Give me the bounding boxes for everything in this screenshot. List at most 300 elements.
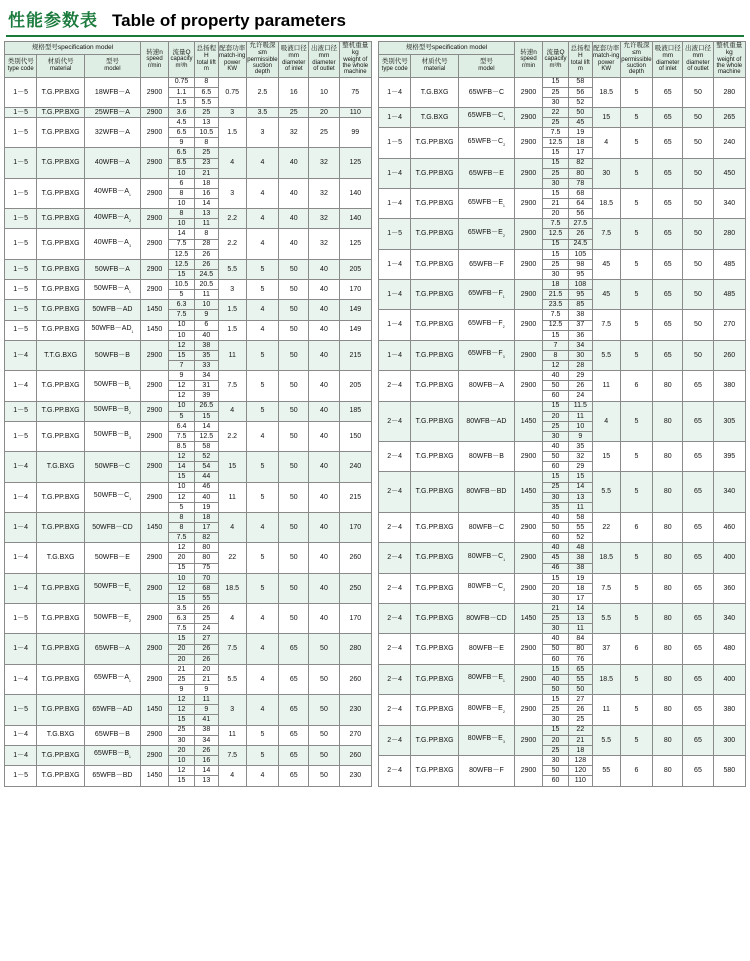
- cell-capacity: 30: [543, 755, 569, 765]
- cell-type-code: 2－4: [379, 543, 411, 573]
- cell-suction: 5: [620, 442, 652, 472]
- cell-type-code: 1－4: [379, 340, 411, 370]
- cell-power: 4: [592, 401, 620, 442]
- cell-total-lift: 34: [568, 340, 592, 350]
- cell-material: T.T.G.BXG: [37, 340, 84, 370]
- cell-weight: 280: [339, 634, 371, 664]
- cell-inlet: 50: [279, 259, 309, 279]
- cell-outlet: 40: [309, 401, 339, 421]
- cell-inlet: 80: [653, 573, 683, 603]
- table-row: [5, 209, 372, 219]
- cell-inlet: 40: [279, 209, 309, 229]
- cell-total-lift: 41: [194, 715, 218, 725]
- cell-outlet: 50: [683, 310, 713, 340]
- cell-model: $80WFB-E_{_2}$: [458, 695, 514, 725]
- cell-speed: 2900: [141, 745, 169, 765]
- cell-material: T.G.PP.BXG: [37, 745, 84, 765]
- cell-model: 40WFB－A: [84, 148, 140, 178]
- cell-suction: 2.5: [246, 77, 278, 107]
- table-row: [5, 178, 372, 188]
- cell-model: 50WFB－B: [84, 340, 140, 370]
- cell-material: T.G.PP.BXG: [411, 249, 458, 279]
- cell-capacity: 12: [169, 492, 195, 502]
- table-row: [379, 128, 746, 138]
- cell-outlet: 10: [309, 77, 339, 107]
- cell-weight: 170: [339, 280, 371, 300]
- cell-inlet: 80: [653, 725, 683, 755]
- parameter-table-left: [4, 41, 372, 787]
- cell-power: 7.5: [592, 573, 620, 603]
- cell-total-lift: 21: [194, 674, 218, 684]
- cell-type-code: 2－4: [379, 604, 411, 634]
- cell-type-code: 1－4: [5, 543, 37, 573]
- cell-outlet: 40: [309, 371, 339, 401]
- cell-type-code: 1－5: [5, 421, 37, 451]
- cell-material: T.G.PP.BXG: [37, 401, 84, 421]
- cell-outlet: 40: [309, 604, 339, 634]
- cell-capacity: 6.3: [169, 614, 195, 624]
- table-row: [379, 664, 746, 674]
- cell-inlet: 65: [653, 107, 683, 127]
- header-speed: [141, 42, 169, 78]
- cell-speed: 2900: [141, 178, 169, 208]
- cell-total-lift: 29: [568, 371, 592, 381]
- cell-material: T.G.PP.BXG: [37, 766, 84, 787]
- cell-type-code: 1－5: [5, 604, 37, 634]
- cell-material: T.G.PP.BXG: [37, 300, 84, 320]
- cell-capacity: 10: [169, 482, 195, 492]
- header-type-code: [5, 55, 37, 77]
- cell-outlet: 50: [309, 745, 339, 765]
- cell-outlet: 50: [683, 280, 713, 310]
- header-speed-en: speed r/min: [146, 56, 163, 69]
- cell-capacity: 23.5: [543, 300, 569, 310]
- table-row: [5, 340, 372, 350]
- header-speed-en: speed r/min: [520, 56, 537, 69]
- cell-total-lift: 110: [568, 776, 592, 787]
- cell-capacity: 15: [543, 330, 569, 340]
- cell-capacity: 15: [169, 269, 195, 279]
- cell-outlet: 40: [309, 452, 339, 482]
- cell-inlet: 80: [653, 664, 683, 694]
- cell-total-lift: 64: [568, 199, 592, 209]
- cell-total-lift: 68: [194, 583, 218, 593]
- cell-inlet: 65: [653, 77, 683, 107]
- table-row: [5, 664, 372, 674]
- cell-type-code: 1－5: [5, 209, 37, 229]
- cell-type-code: 1－4: [5, 371, 37, 401]
- cell-total-lift: 18: [568, 138, 592, 148]
- cell-capacity: 12.5: [543, 229, 569, 239]
- cell-capacity: 30: [543, 492, 569, 502]
- header-spec-group: 规格型号specification model: [379, 42, 515, 55]
- cell-capacity: 15: [543, 239, 569, 249]
- cell-total-lift: 13: [194, 776, 218, 787]
- cell-suction: 5: [620, 310, 652, 340]
- header-weight: [339, 42, 371, 78]
- cell-capacity: 25: [543, 482, 569, 492]
- cell-capacity: 20: [169, 644, 195, 654]
- cell-inlet: 32: [279, 118, 309, 148]
- cell-speed: 2900: [515, 755, 543, 786]
- cell-inlet: 50: [279, 482, 309, 512]
- cell-speed: 2900: [515, 371, 543, 401]
- cell-outlet: 65: [683, 472, 713, 513]
- cell-capacity: 10: [169, 573, 195, 583]
- cell-suction: 5: [620, 664, 652, 694]
- cell-inlet: 65: [653, 340, 683, 370]
- cell-total-lift: 9: [568, 431, 592, 441]
- cell-total-lift: 13: [194, 118, 218, 128]
- cell-model: 80WFB－A: [458, 371, 514, 401]
- cell-type-code: 2－4: [379, 725, 411, 755]
- cell-speed: 2900: [515, 219, 543, 249]
- cell-outlet: 50: [309, 766, 339, 787]
- table-row: [379, 280, 746, 290]
- cell-speed: 2900: [141, 77, 169, 107]
- cell-outlet: 50: [683, 77, 713, 107]
- cell-capacity: 6: [169, 178, 195, 188]
- cell-suction: 5: [620, 340, 652, 370]
- cell-suction: 4: [246, 664, 278, 694]
- cell-speed: 2900: [515, 543, 543, 573]
- cell-type-code: 2－4: [379, 371, 411, 401]
- cell-outlet: 40: [309, 543, 339, 573]
- cell-material: T.G.PP.BXG: [37, 482, 84, 512]
- table-row: [5, 148, 372, 158]
- cell-suction: 5: [620, 280, 652, 310]
- table-row: [379, 77, 746, 87]
- table-row: [5, 695, 372, 705]
- table-row: [379, 340, 746, 350]
- cell-capacity: 1.5: [169, 97, 195, 107]
- cell-power: 5.5: [592, 340, 620, 370]
- cell-capacity: 8.5: [169, 158, 195, 168]
- table-row: [379, 573, 746, 583]
- cell-speed: 2900: [515, 249, 543, 279]
- cell-total-lift: 120: [568, 766, 592, 776]
- cell-total-lift: 15: [568, 472, 592, 482]
- cell-total-lift: 11: [568, 502, 592, 512]
- cell-inlet: 65: [279, 745, 309, 765]
- cell-capacity: 25: [543, 705, 569, 715]
- cell-capacity: 30: [543, 431, 569, 441]
- cell-outlet: 65: [683, 695, 713, 725]
- cell-capacity: 6.5: [169, 148, 195, 158]
- cell-capacity: 7.5: [169, 533, 195, 543]
- cell-capacity: 10: [169, 755, 195, 765]
- cell-model: $80WFB-C_{_2}$: [458, 573, 514, 603]
- header-material-en: material: [49, 66, 72, 73]
- cell-type-code: 2－4: [379, 442, 411, 472]
- cell-power: 15: [592, 107, 620, 127]
- cell-model: $50WFB-A_{_1}$: [84, 280, 140, 300]
- cell-material: T.G.BXG: [411, 77, 458, 107]
- header-material-en: material: [423, 66, 446, 73]
- cell-capacity: 12.5: [543, 138, 569, 148]
- cell-power: 45: [592, 249, 620, 279]
- cell-power: 4: [218, 512, 246, 542]
- cell-capacity: 12: [169, 543, 195, 553]
- cell-speed: 1450: [515, 401, 543, 442]
- cell-total-lift: 10: [194, 300, 218, 310]
- cell-capacity: 0.75: [169, 77, 195, 87]
- cell-total-lift: 37: [568, 320, 592, 330]
- cell-model: 80WFB－CD: [458, 604, 514, 634]
- cell-speed: 2900: [141, 229, 169, 259]
- cell-material: T.G.PP.BXG: [411, 310, 458, 340]
- header-model-en: model: [104, 66, 121, 73]
- cell-inlet: 50: [279, 320, 309, 340]
- cell-capacity: 20: [169, 745, 195, 755]
- cell-outlet: 40: [309, 421, 339, 451]
- cell-power: 15: [218, 452, 246, 482]
- cell-weight: 380: [713, 695, 745, 725]
- cell-type-code: 1－4: [379, 188, 411, 218]
- cell-suction: 3.5: [246, 107, 278, 117]
- cell-material: T.G.PP.BXG: [411, 158, 458, 188]
- cell-outlet: 65: [683, 604, 713, 634]
- cell-inlet: 50: [279, 371, 309, 401]
- cell-weight: 280: [713, 77, 745, 107]
- cell-speed: 2900: [141, 482, 169, 512]
- cell-total-lift: 54: [194, 462, 218, 472]
- cell-inlet: 50: [279, 401, 309, 421]
- header-suction: [620, 42, 652, 78]
- cell-type-code: 1－4: [379, 310, 411, 340]
- cell-type-code: 2－4: [379, 695, 411, 725]
- table-row: [379, 107, 746, 117]
- cell-material: T.G.PP.BXG: [37, 107, 84, 117]
- cell-outlet: 65: [683, 371, 713, 401]
- table-row: [379, 188, 746, 198]
- cell-capacity: 50: [543, 644, 569, 654]
- table-row: [5, 259, 372, 269]
- cell-total-lift: 26: [194, 644, 218, 654]
- cell-model: $65WFB-C_{_1}$: [458, 107, 514, 127]
- cell-capacity: 7: [543, 340, 569, 350]
- cell-capacity: 60: [543, 654, 569, 664]
- cell-total-lift: 28: [194, 239, 218, 249]
- cell-inlet: 65: [653, 188, 683, 218]
- cell-total-lift: 70: [194, 573, 218, 583]
- cell-model: $50WFB-E_{_1}$: [84, 573, 140, 603]
- cell-type-code: 1－4: [379, 249, 411, 279]
- header-outlet-cn: 出液口径mm: [684, 45, 711, 59]
- table-row: [379, 371, 746, 381]
- cell-capacity: 20: [169, 553, 195, 563]
- cell-model: $80WFB-E_{_1}$: [458, 664, 514, 694]
- cell-total-lift: 52: [568, 97, 592, 107]
- header-speed-cn: 转速n: [146, 48, 163, 56]
- cell-suction: 5: [246, 371, 278, 401]
- cell-weight: 205: [339, 371, 371, 401]
- cell-speed: 2900: [515, 512, 543, 542]
- cell-total-lift: 13: [568, 614, 592, 624]
- cell-total-lift: 14: [194, 766, 218, 776]
- cell-weight: 140: [339, 178, 371, 208]
- cell-total-lift: 26: [194, 654, 218, 664]
- cell-suction: 5: [246, 543, 278, 573]
- cell-material: T.G.BXG: [37, 725, 84, 745]
- cell-capacity: 30: [543, 624, 569, 634]
- header-material: [37, 55, 84, 77]
- cell-power: 18.5: [592, 664, 620, 694]
- cell-type-code: 1－5: [5, 77, 37, 107]
- cell-capacity: 7.5: [169, 239, 195, 249]
- cell-power: 22: [592, 512, 620, 542]
- cell-material: T.G.PP.BXG: [37, 664, 84, 694]
- cell-inlet: 50: [279, 573, 309, 603]
- cell-model: $50WFB-B_{_3}$: [84, 421, 140, 451]
- table-row: [379, 310, 746, 320]
- cell-weight: 215: [339, 482, 371, 512]
- cell-material: T.G.PP.BXG: [411, 664, 458, 694]
- cell-model: $80WFB-C_{_1}$: [458, 543, 514, 573]
- cell-total-lift: 55: [568, 523, 592, 533]
- cell-speed: 2900: [515, 128, 543, 158]
- cell-material: T.G.PP.BXG: [37, 320, 84, 340]
- cell-total-lift: 26: [194, 249, 218, 259]
- cell-capacity: 25: [169, 725, 195, 735]
- cell-capacity: 14: [169, 462, 195, 472]
- cell-capacity: 50: [543, 766, 569, 776]
- cell-material: T.G.PP.BXG: [37, 118, 84, 148]
- cell-capacity: 30: [543, 269, 569, 279]
- cell-capacity: 8: [543, 350, 569, 360]
- cell-total-lift: 52: [194, 452, 218, 462]
- cell-capacity: 7.5: [543, 219, 569, 229]
- cell-capacity: 3.5: [169, 604, 195, 614]
- cell-suction: 5: [620, 219, 652, 249]
- cell-weight: 340: [713, 472, 745, 513]
- cell-material: T.G.PP.BXG: [37, 573, 84, 603]
- table-row: [379, 401, 746, 411]
- cell-outlet: 50: [309, 695, 339, 725]
- cell-suction: 5: [620, 695, 652, 725]
- cell-power: 30: [592, 158, 620, 188]
- cell-total-lift: 17: [568, 148, 592, 158]
- cell-capacity: 4.5: [169, 118, 195, 128]
- cell-power: 1.5: [218, 118, 246, 148]
- cell-power: 7.5: [218, 371, 246, 401]
- cell-suction: 5: [246, 340, 278, 370]
- cell-outlet: 65: [683, 543, 713, 573]
- cell-total-lift: 5.5: [194, 97, 218, 107]
- header-power: [218, 42, 246, 78]
- cell-weight: 149: [339, 300, 371, 320]
- cell-total-lift: 46: [194, 482, 218, 492]
- cell-total-lift: 16: [194, 188, 218, 198]
- cell-total-lift: 68: [568, 188, 592, 198]
- cell-type-code: 1－4: [5, 634, 37, 664]
- header-capacity-en: capacity m³/h: [544, 56, 567, 69]
- cell-total-lift: 24.5: [568, 239, 592, 249]
- cell-power: 4: [218, 766, 246, 787]
- cell-speed: 2900: [515, 280, 543, 310]
- cell-inlet: 80: [653, 755, 683, 786]
- cell-suction: 5: [620, 77, 652, 107]
- cell-type-code: 1－4: [5, 745, 37, 765]
- cell-capacity: 40: [543, 634, 569, 644]
- cell-model: $80WFB-E_{_3}$: [458, 725, 514, 755]
- table-row: [379, 695, 746, 705]
- cell-capacity: 15: [169, 776, 195, 787]
- cell-capacity: 7.5: [543, 310, 569, 320]
- cell-suction: 6: [620, 371, 652, 401]
- cell-total-lift: 14: [568, 482, 592, 492]
- cell-speed: 2900: [141, 604, 169, 634]
- header-type-code: [379, 55, 411, 77]
- table-row: [5, 725, 372, 735]
- cell-material: T.G.PP.BXG: [37, 371, 84, 401]
- cell-inlet: 80: [653, 543, 683, 573]
- cell-inlet: 80: [653, 695, 683, 725]
- table-row: [379, 512, 746, 522]
- cell-capacity: 30: [169, 735, 195, 745]
- cell-speed: 2900: [141, 573, 169, 603]
- cell-total-lift: 80: [568, 644, 592, 654]
- cell-inlet: 50: [279, 421, 309, 451]
- table-row: [379, 442, 746, 452]
- cell-total-lift: 82: [568, 158, 592, 168]
- cell-suction: 5: [246, 482, 278, 512]
- header-inlet: [279, 42, 309, 78]
- cell-capacity: 60: [543, 776, 569, 787]
- cell-weight: 110: [339, 107, 371, 117]
- cell-total-lift: 6: [194, 320, 218, 330]
- cell-suction: 5: [246, 401, 278, 421]
- cell-type-code: 2－4: [379, 573, 411, 603]
- cell-power: 1.5: [218, 320, 246, 340]
- cell-model: $40WFB-A_{_2}$: [84, 209, 140, 229]
- cell-total-lift: 35: [194, 350, 218, 360]
- cell-total-lift: 13: [194, 209, 218, 219]
- cell-material: T.G.PP.BXG: [37, 259, 84, 279]
- table-body-left: [5, 77, 372, 787]
- cell-weight: 99: [339, 118, 371, 148]
- cell-total-lift: 58: [568, 77, 592, 87]
- table-row: [5, 512, 372, 522]
- cell-speed: 2900: [515, 442, 543, 472]
- cell-type-code: 1－4: [5, 452, 37, 482]
- cell-model: $65WFB-C_{_2}$: [458, 128, 514, 158]
- cell-suction: 4: [246, 695, 278, 725]
- cell-total-lift: 58: [568, 512, 592, 522]
- cell-capacity: 40: [543, 371, 569, 381]
- cell-capacity: 14: [169, 229, 195, 239]
- cell-suction: 4: [246, 421, 278, 451]
- table-row: [5, 107, 372, 117]
- cell-material: T.G.PP.BXG: [411, 512, 458, 542]
- header-type-cn: 类别代号: [7, 58, 34, 66]
- header-capacity-cn: 流量Q: [546, 48, 565, 56]
- cell-total-lift: 26: [194, 745, 218, 755]
- header-capacity-cn: 流量Q: [172, 48, 191, 56]
- cell-material: T.G.BXG: [37, 452, 84, 482]
- cell-model: 65WFB－A: [84, 634, 140, 664]
- cell-total-lift: 105: [568, 249, 592, 259]
- cell-weight: 340: [713, 188, 745, 218]
- cell-weight: 75: [339, 77, 371, 107]
- cell-outlet: 32: [309, 229, 339, 259]
- cell-inlet: 65: [279, 725, 309, 745]
- cell-capacity: 25: [169, 674, 195, 684]
- cell-power: 11: [218, 482, 246, 512]
- cell-total-lift: 18: [568, 583, 592, 593]
- cell-weight: 280: [713, 219, 745, 249]
- cell-capacity: 8: [169, 188, 195, 198]
